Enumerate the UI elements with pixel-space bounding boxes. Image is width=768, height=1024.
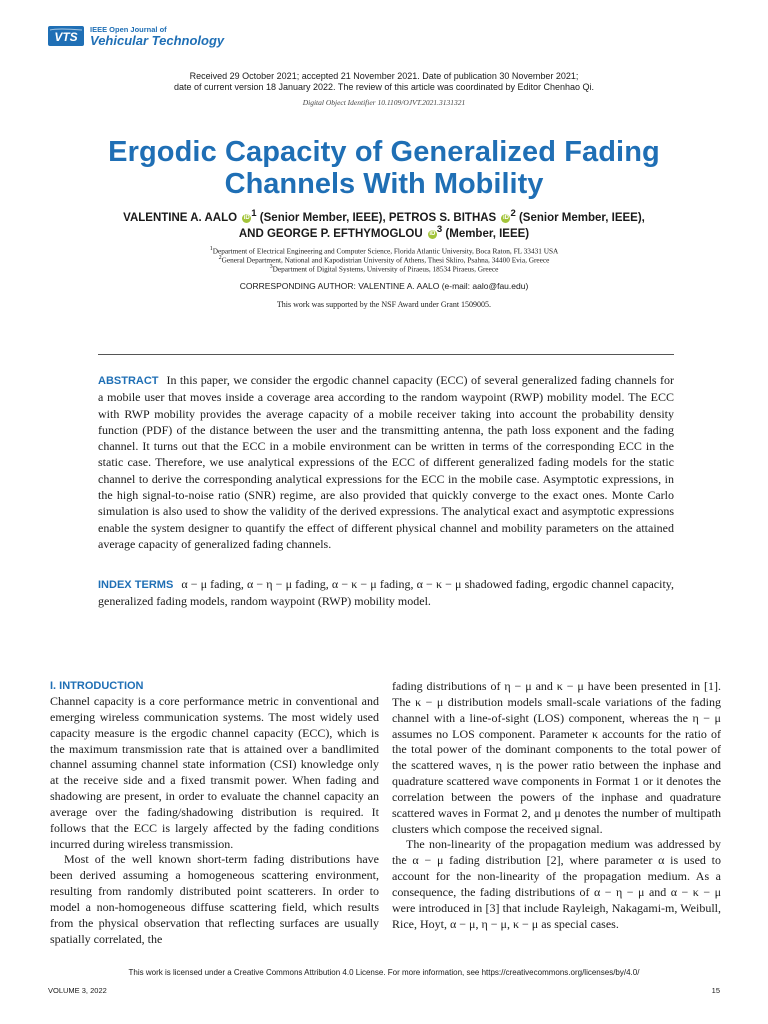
affiliation-1 xyxy=(0,246,768,255)
body-column-right xyxy=(392,679,721,933)
page-number: 15 xyxy=(711,986,720,995)
volume-label: VOLUME 3, 2022 xyxy=(48,986,107,995)
affiliation-text: General Department, National and Kapodistrian University of Athens, Thesi Skliro, Psahna, 34400 Evia, Greece xyxy=(221,255,550,265)
author-name: VALENTINE A. AALO xyxy=(123,211,238,224)
doi-line: Digital Object Identifier 10.1109/OJVT.2021.3131321 xyxy=(302,98,466,107)
author-line-2 xyxy=(0,224,768,240)
author-affiliation-number: 2 xyxy=(510,208,516,219)
author-affiliation-number: 3 xyxy=(436,224,443,235)
affiliation-number: 3 xyxy=(269,264,273,270)
author-role: (Senior Member, IEEE), xyxy=(518,211,645,224)
vts-logo-icon xyxy=(48,26,84,46)
body-column-left xyxy=(50,679,379,948)
author-role: (Member, IEEE) xyxy=(445,227,530,240)
current-version-line: date of current version 18 January 2022. The review of this article was coordinated by Editor Chenhao Qi. xyxy=(173,82,595,92)
received-dates: Received 29 October 2021; accepted 21 November 2021. Date of publication 30 November 2021; xyxy=(189,71,579,81)
journal-subtitle: IEEE Open Journal of xyxy=(90,25,167,34)
affiliation-number: 2 xyxy=(218,255,222,261)
affiliation-text: Department of Electrical Engineering and Computer Science, Florida Atlantic University, Boca Raton, FL 33431 USA xyxy=(212,246,559,256)
abstract xyxy=(98,372,674,552)
author-name: AND GEORGE P. EFTHYMOGLOU xyxy=(238,227,423,240)
license-notice: This work is licensed under a Creative Commons Attribution 4.0 License. For more information, see https://creativecommons.org/licenses/by/4.0/ xyxy=(128,968,640,977)
paragraph: The non-linearity of the propagation medium was addressed by the α − μ fading distribution [2], where parameter α is used to account for the non-linearity of the propagation medium. As a consequence, the fading distributions of α − η − μ and α − κ − μ were introduced in [3] that include Rayleigh, Nakagami-m, Weibull, Rice, Hoyt, α − μ, η − μ, κ − μ as special cases. xyxy=(392,837,721,931)
index-terms-label: INDEX TERMS xyxy=(98,579,174,591)
paper-title-line-2: Channels With Mobility xyxy=(224,168,544,200)
section-heading: I. INTRODUCTION xyxy=(50,680,144,692)
index-terms-text: α − μ fading, α − η − μ fading, α − κ − μ fading, α − κ − μ shadowed fading, ergodic channel capacity, generalized fading models, random waypoint (RWP) mobility model. xyxy=(98,577,674,609)
section-divider xyxy=(98,354,674,355)
logo-text: VTS xyxy=(54,30,78,44)
paragraph: fading distributions of η − μ and κ − μ have been presented in [1]. The κ − μ distribution models small-scale variations of the fading channel with a line-of-sight (LOS) component, whereas the η − μ assumes no LOS component. Parameter κ accounts for the ratio of the total power of the dominant components to the total power of the scattered waves, η is the power ratio between the inphase and quadrature scattered wave components in Format 1 or it denotes the correlation between the powers of the inphase and quadrature scattered waves in Format 2, and μ denotes the number of multipath clusters which compose the received signal. xyxy=(392,679,721,836)
affiliation-2 xyxy=(0,255,768,264)
journal-title: Vehicular Technology xyxy=(90,33,225,48)
affiliation-number: 1 xyxy=(209,246,213,252)
affiliation-text: Department of Digital Systems, University of Piraeus, 18534 Piraeus, Greece xyxy=(272,264,499,274)
corresponding-author: CORRESPONDING AUTHOR: VALENTINE A. AALO (e-mail: aalo@fau.edu) xyxy=(239,281,529,291)
paragraph: Most of the well known short-term fading distributions have been derived assuming a homogeneous scattering environment, resulting from randomly distributed point scatterers. In order to model a non-homogeneous diffuse scattering field, which results from the physical observation that reflecting surfaces are usually spatially correlated, the xyxy=(50,852,379,946)
index-terms xyxy=(98,576,674,610)
abstract-text: In this paper, we consider the ergodic channel capacity (ECC) of several generalized fading channels for a mobile user that moves inside a coverage area according to the random waypoint (RWP) mobility model. The ECC with RWP mobility provides the average capacity of a mobile receiver taking into account the probability density function (PDF) of the distance between the user and the transmitting antenna, the path loss exponent and the fading channel. It turns out that the ECC in a mobile environment can be written in terms of the corresponding ECC in the static case. Therefore, we use analytical expressions of the ECC of different generalized fading models for the static channel to derive the corresponding analytical expressions for the ECC in the mobile case. Asymptotic expressions, in the high signal-to-noise ratio (SNR) regime, are also provided that quickly converge to the exact ones. Monte Carlo simulation is also used to show the validity of the derived expressions. The analytical exact and asymptotic expressions enable the system designer to quantify the effect of different physical channel and mobility parameters on the attained average capacity of generalized fading channels. xyxy=(98,373,674,551)
author-line-1 xyxy=(0,208,768,224)
funding-note: This work was supported by the NSF Award under Grant 1509005. xyxy=(276,300,492,309)
orcid-icon[interactable]: iD xyxy=(502,214,509,221)
abstract-label: ABSTRACT xyxy=(98,375,159,387)
author-affiliation-number: 1 xyxy=(251,208,257,219)
orcid-icon[interactable]: iD xyxy=(429,230,436,237)
affiliation-3 xyxy=(0,264,768,273)
orcid-icon[interactable]: iD xyxy=(243,214,250,221)
paper-title-line-1: Ergodic Capacity of Generalized Fading xyxy=(108,136,660,168)
paragraph: Channel capacity is a core performance metric in conventional and emerging wireless communication systems. The most widely used capacity measure is the ergodic channel capacity (ECC), which is the maximum transmission rate that is attained over a bandlimited channel assuming channel state information (CSI) knowledge only at the receive side and a fixed transmit power. When fading and shadowing are present, in order to evaluate the channel capacity an average over the fading/shadowing distribution is required. It follows that the ECC is largely affected by the fading conditions incurred during wireless transmission. xyxy=(50,694,379,851)
author-role: (Senior Member, IEEE), PETROS S. BITHAS xyxy=(259,211,497,224)
